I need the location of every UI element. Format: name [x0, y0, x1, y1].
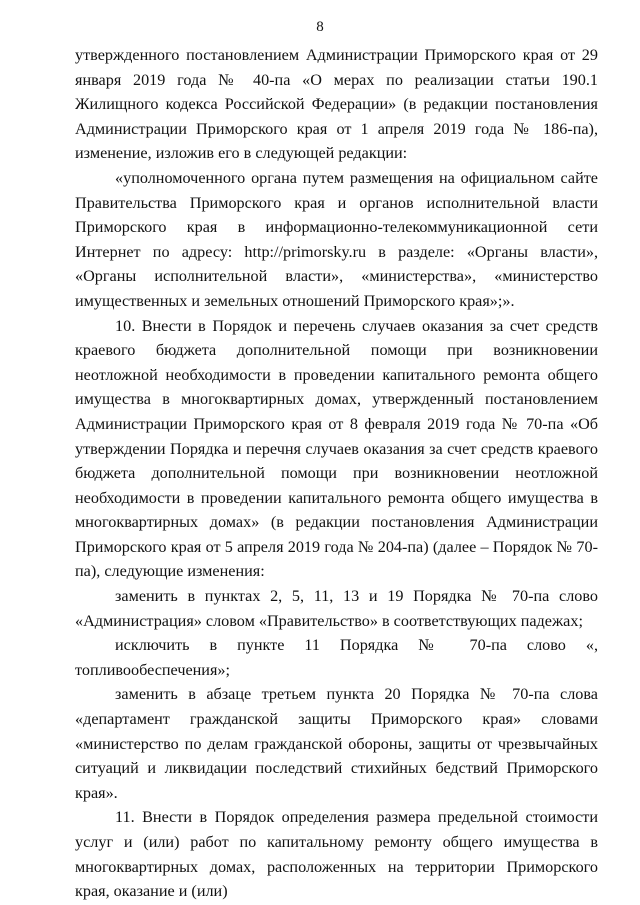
paragraph-replace-administration: заменить в пунктах 2, 5, 11, 13 и 19 Порядка № 70-па слово «Администрация» словом «Правительство» в соответствующих падежах;	[75, 587, 598, 630]
page-number: 8	[316, 19, 324, 35]
paragraph-replace-department: заменить в абзаце третьем пункта 20 Порядка № 70-па слова «департамент гражданской защиты Приморского края» словами «министерство по делам гражданской обороны, защиты от чрезвычайных ситуаций и ликвидации последствий стихийных бедствий Приморского края».	[75, 685, 598, 802]
paragraph-exclude-word: исключить в пункте 11 Порядка № 70-па слово «, топливообеспечения»;	[75, 636, 598, 679]
paragraph-item-10: 10. Внести в Порядок и перечень случаев оказания за счет средств краевого бюджета дополнительной помощи при возникновении неотложной необходимости в проведении капитального ремонта общего имущества в многоквартирных домах, утвержденный постановлением Администрации Приморского края от 8 февраля 2019 года № 70-па «Об утверждении Порядка и перечня случаев оказания за счет средств краевого бюджета дополнительной помощи при возникновении неотложной необходимости в проведении капитального ремонта общего имущества в многоквартирных домах» (в редакции постановления Администрации Приморского края от 5 апреля 2019 года № 204-па) (далее – Порядок № 70-па), следующие изменения:	[75, 316, 598, 581]
document-body	[75, 43, 598, 904]
paragraph-quoted-text: «уполномоченного органа путем размещения на официальном сайте Правительства Приморского края и органов исполнительной власти Приморского края в информационно-телекоммуникационной сети Интернет по адресу: http://primorsky.ru в разделе: «Органы власти», «Органы исполнительной власти», «министерства», «министерство имущественных и земельных отношений Приморского края»;».	[75, 168, 598, 310]
paragraph-continuation: утвержденного постановлением Администрации Приморского края от 29 января 2019 года № 40-па «О мерах по реализации статьи 190.1 Жилищного кодекса Российской Федерации» (в редакции постановления Администрации Приморского края от 1 апреля 2019 года № 186-па), изменение, изложив его в следующей редакции:	[75, 46, 598, 163]
paragraph-item-11: 11. Внести в Порядок определения размера предельной стоимости услуг и (или) работ по капитальному ремонту общего имущества в многоквартирных домах, расположенных на территории Приморского края, оказание и (или)	[75, 808, 598, 901]
